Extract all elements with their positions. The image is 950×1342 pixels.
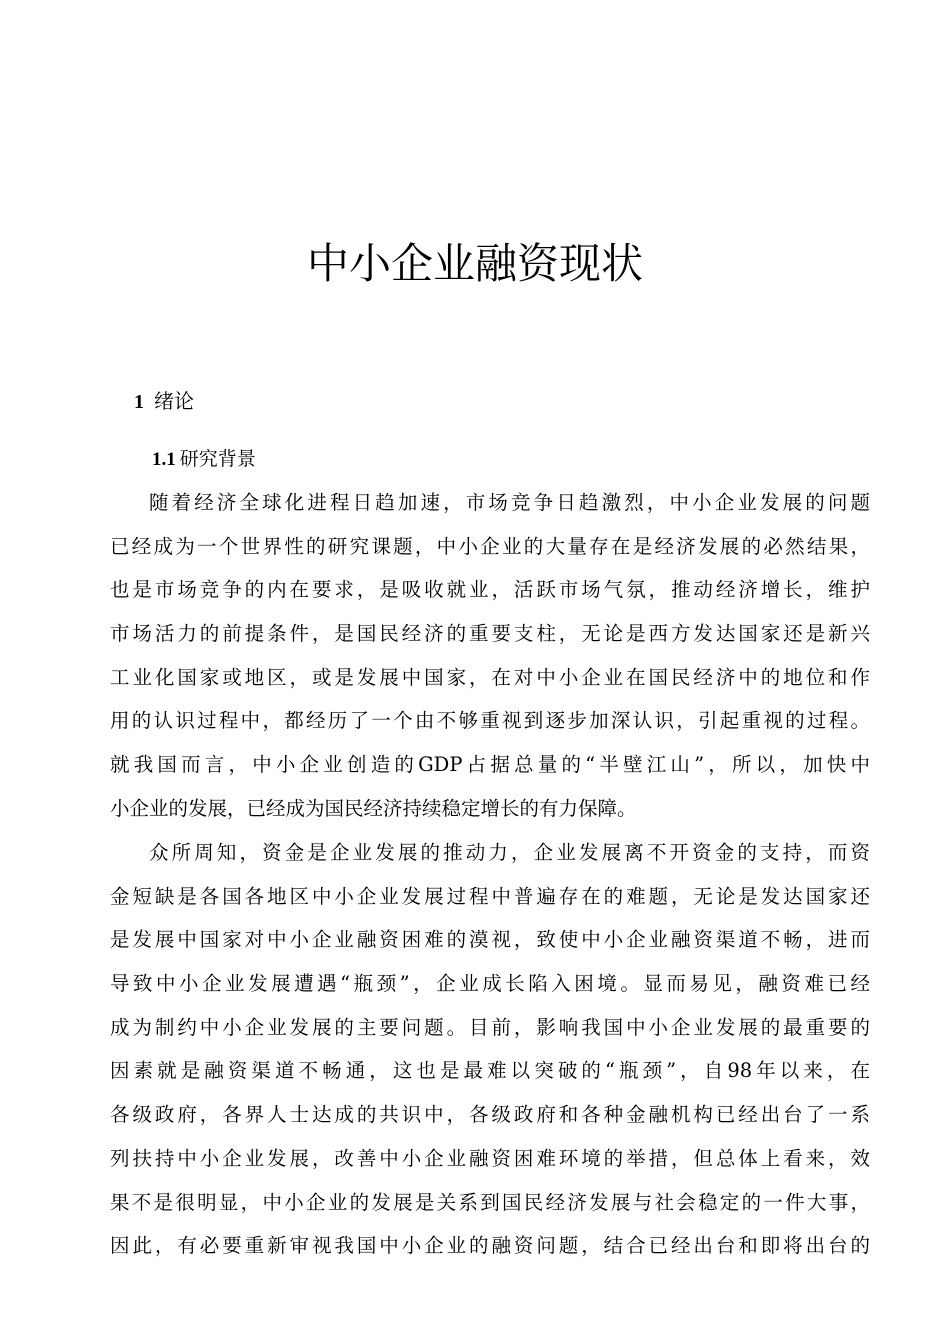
section-heading xyxy=(134,386,194,417)
paragraph-line: 金短缺是各国各地区中小企业发展过程中普遍存在的难题，无论是发达国家还 xyxy=(110,884,870,908)
paragraph-2 xyxy=(110,831,870,1268)
subsection-heading xyxy=(152,444,256,475)
paragraph-line: 工业化国家或地区，或是发展中国家，在对中小企业在国民经济中的地位和作 xyxy=(110,665,870,689)
paragraph-line: 随着经济全球化进程日趋加速，市场竞争日趋激烈，中小企业发展的问题 xyxy=(149,491,870,514)
paragraph-line: 是发展中国家对中小企业融资困难的漠视，致使中小企业融资渠道不畅，进而 xyxy=(110,928,870,952)
paragraph-1 xyxy=(110,481,870,831)
section-number: 1 xyxy=(134,391,144,413)
paragraph-line: 众所周知，资金是企业发展的推动力，企业发展离不开资金的支持，而资 xyxy=(149,841,870,864)
paragraph-line: 导致中小企业发展遭遇“瓶颈”，企业成长陷入困境。显而易见，融资难已经 xyxy=(110,972,870,996)
paragraph-line: 就我国而言，中小企业创造的GDP占据总量的“半壁江山”，所以，加快中 xyxy=(110,753,870,777)
paragraph-line: 用的认识过程中，都经历了一个由不够重视到逐步加深认识，引起重视的过程。 xyxy=(110,709,870,733)
paragraph-line: 小企业的发展，已经成为国民经济持续稳定增长的有力保障。 xyxy=(110,796,637,820)
paragraph-line: 市场活力的前提条件，是国民经济的重要支柱，无论是西方发达国家还是新兴 xyxy=(110,622,870,646)
paragraph-line: 果不是很明显，中小企业的发展是关系到国民经济发展与社会稳定的一件大事， xyxy=(110,1190,870,1214)
subsection-number: 1.1 xyxy=(152,449,176,470)
paragraph-line: 成为制约中小企业发展的主要问题。目前，影响我国中小企业发展的最重要的 xyxy=(110,1015,870,1039)
document-title: 中小企业融资现状 xyxy=(306,239,643,288)
paragraph-line: 列扶持中小企业发展，改善中小企业融资困难环境的举措，但总体上看来，效 xyxy=(110,1146,870,1170)
section-title: 绪论 xyxy=(154,389,194,413)
paragraph-line: 因素就是融资渠道不畅通，这也是最难以突破的“瓶颈”，自98年以来，在 xyxy=(110,1059,870,1083)
subsection-title: 研究背景 xyxy=(179,448,256,470)
paragraph-line: 因此，有必要重新审视我国中小企业的融资问题，结合已经出台和即将出台的 xyxy=(110,1234,870,1258)
paragraph-line: 也是市场竞争的内在要求，是吸收就业，活跃市场气氛，推动经济增长，维护 xyxy=(110,578,870,602)
paragraph-line: 各级政府，各界人士达成的共识中，各级政府和各种金融机构已经出台了一系 xyxy=(110,1103,870,1127)
paragraph-line: 已经成为一个世界性的研究课题，中小企业的大量存在是经济发展的必然结果， xyxy=(110,534,870,558)
